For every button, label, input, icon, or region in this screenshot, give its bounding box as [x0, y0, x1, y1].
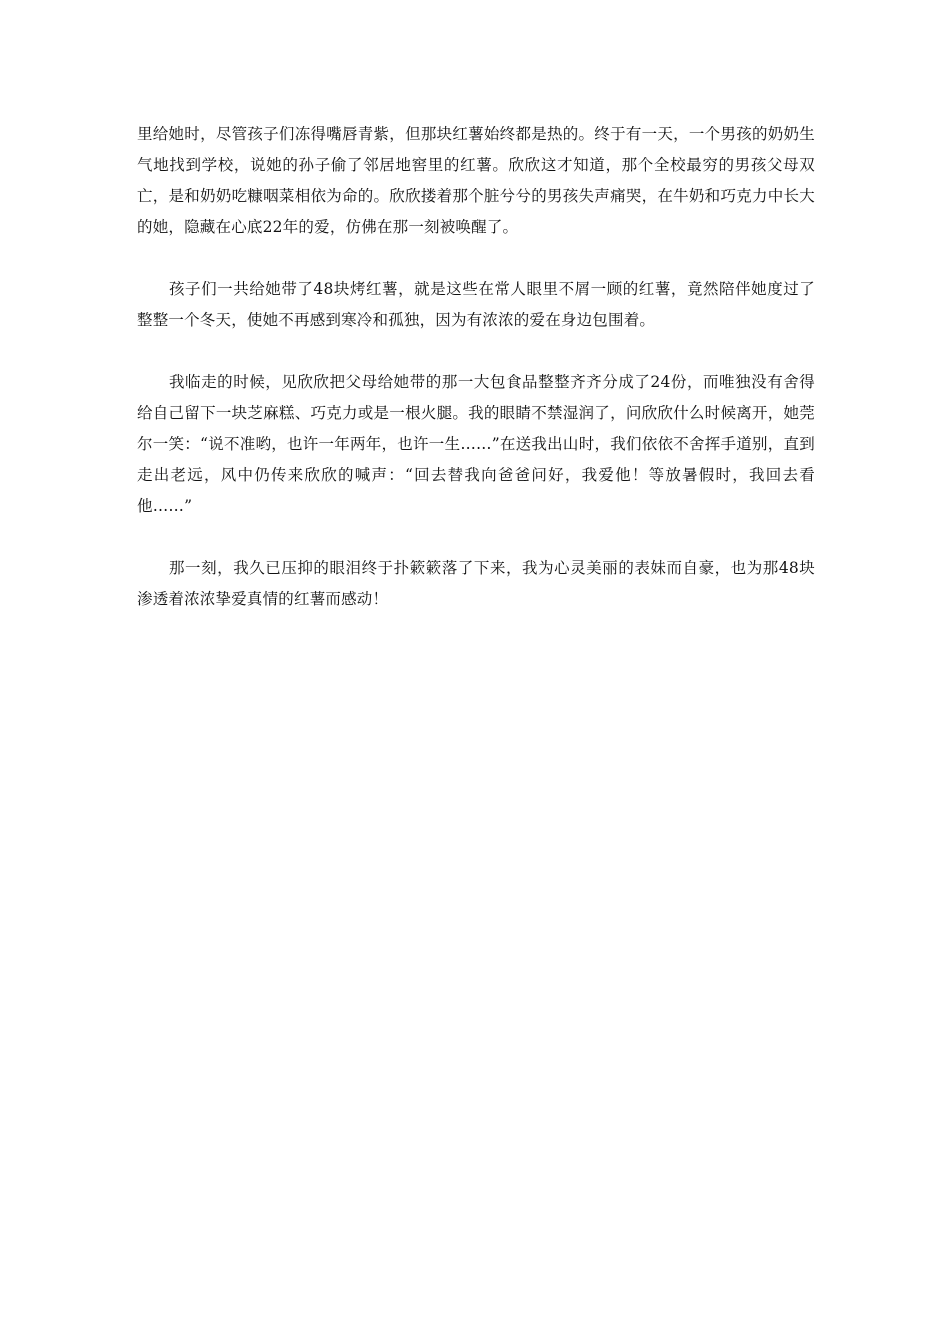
paragraph-1: 里给她时，尽管孩子们冻得嘴唇青紫，但那块红薯始终都是热的。终于有一天，一个男孩的奶奶生气地找到学校，说她的孙子偷了邻居地窖里的红薯。欣欣这才知道，那个全校最穷的男孩父母双亡，是和奶奶吃糠咽菜相依为命的。欣欣搂着那个脏兮兮的男孩失声痛哭，在牛奶和巧克力中长大的她，隐藏在心底22年的爱，仿佛在那一刻被唤醒了。 — [137, 125, 815, 236]
document-body — [137, 119, 815, 646]
paragraph-2: 孩子们一共给她带了48块烤红薯，就是这些在常人眼里不屑一顾的红薯，竟然陪伴她度过了整整一个冬天，使她不再感到寒冷和孤独，因为有浓浓的爱在身边包围着。 — [137, 280, 815, 329]
paragraph-3: 我临走的时候，见欣欣把父母给她带的那一大包食品整整齐齐分成了24份，而唯独没有舍得给自己留下一块芝麻糕、巧克力或是一根火腿。我的眼睛不禁湿润了，问欣欣什么时候离开，她莞尔一笑：“说不准哟，也许一年两年，也许一生……”在送我出山时，我们依依不舍挥手道别，直到走出老远，风中仍传来欣欣的喊声：“回去替我向爸爸问好，我爱他！等放暑假时，我回去看他……” — [137, 373, 815, 515]
paragraph-4: 那一刻，我久已压抑的眼泪终于扑簌簌落了下来，我为心灵美丽的表妹而自豪，也为那48块渗透着浓浓挚爱真情的红薯而感动！ — [137, 559, 815, 608]
